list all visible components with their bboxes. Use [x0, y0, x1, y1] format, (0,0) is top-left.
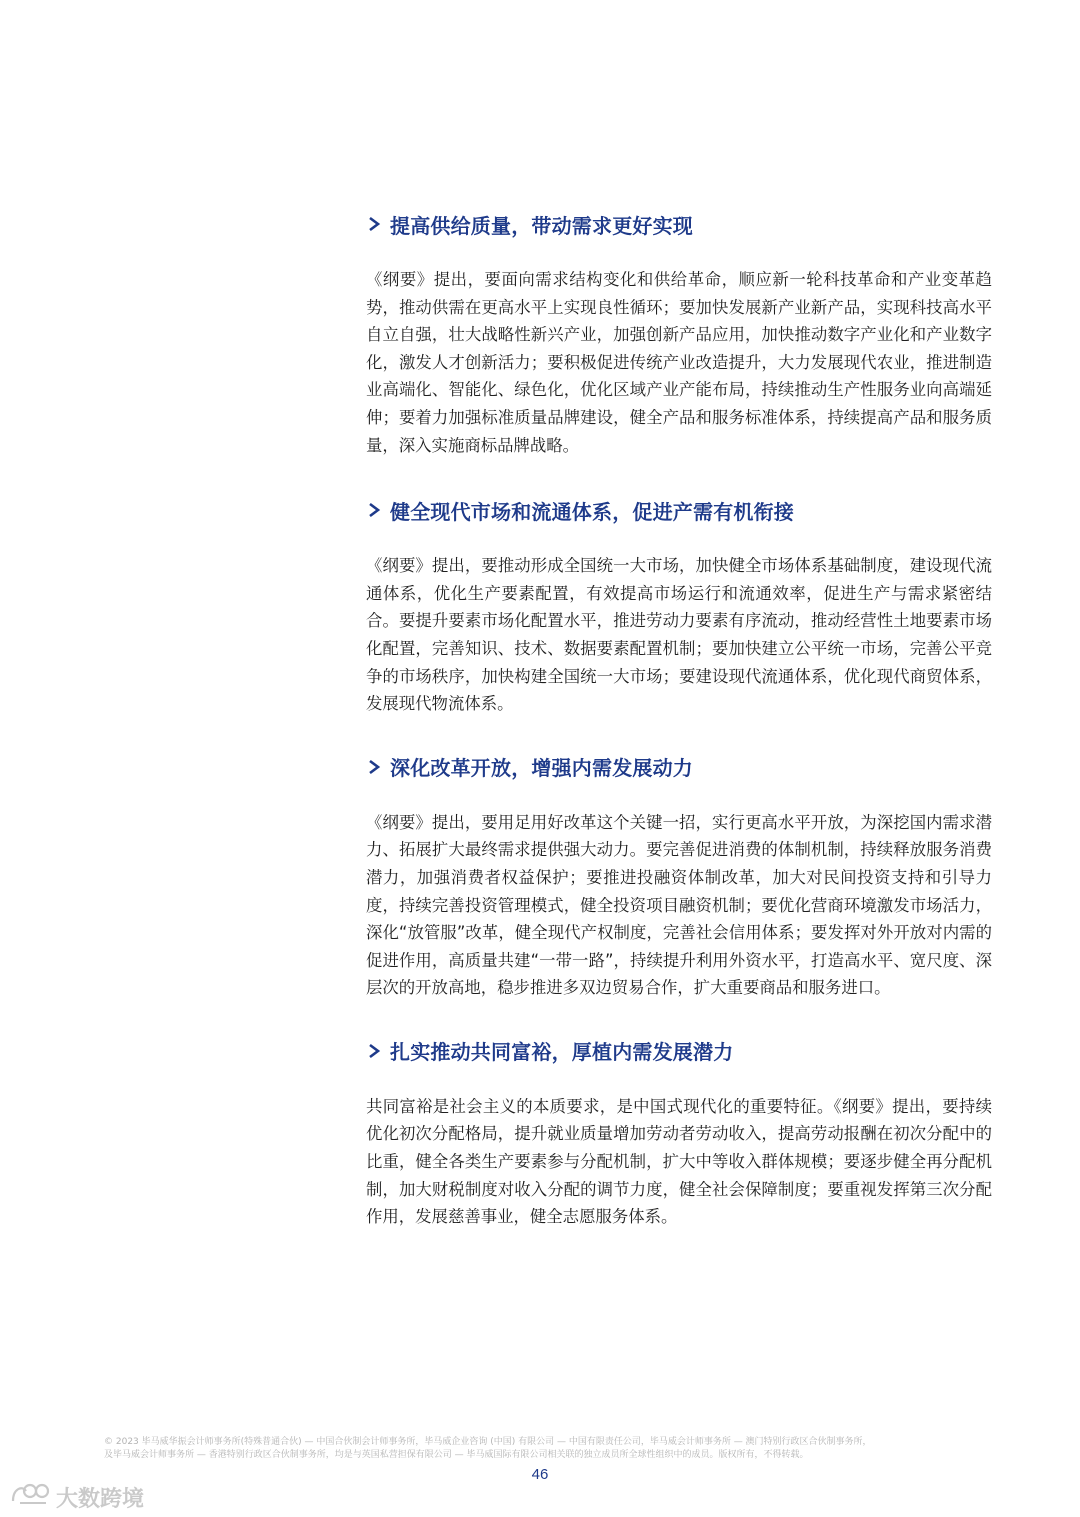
- section-supply-quality: [366, 206, 992, 459]
- section-heading: [366, 492, 992, 528]
- section-heading: [366, 206, 992, 242]
- section-common-prosperity: [366, 1033, 992, 1231]
- section-heading-text: 扎实推动共同富裕，厚植内需发展潜力: [390, 1040, 734, 1065]
- section-heading: [366, 749, 992, 785]
- section-body: 共同富裕是社会主义的本质要求，是中国式现代化的重要特征。《纲要》提出，要持续优化初次分配格局，提升就业质量增加劳动者劳动收入，提高劳动报酬在初次分配中的比重，健全各类生产要素参与分配机制，扩大中等收入群体规模；要逐步健全再分配机制，加大财税制度对收入分配的调节力度，健全社会保障制度；要重视发挥第三次分配作用，发展慈善事业，健全志愿服务体系。: [366, 1096, 992, 1227]
- footer-line: 及毕马威会计师事务所 — 香港特别行政区合伙制事务所，均是与英国私营担保有限公司 — 毕马威国际有限公司相关联的独立成员所全球性组织中的成员。版权所有，不得转载。: [104, 1450, 809, 1460]
- arrow-right-icon: [366, 759, 382, 775]
- section-heading-text: 提高供给质量，带动需求更好实现: [390, 213, 693, 238]
- section-reform-opening: [366, 749, 992, 1002]
- watermark: [10, 1481, 144, 1513]
- watermark-text: 大数跨境: [56, 1486, 145, 1512]
- section-heading: [366, 1033, 992, 1069]
- section-heading-text: 深化改革开放，增强内需发展动力: [390, 756, 693, 781]
- section-heading-text: 健全现代市场和流通体系，促进产需有机衔接: [390, 499, 794, 524]
- arrow-right-icon: [366, 216, 382, 232]
- arrow-right-icon: [366, 502, 382, 518]
- footer-line: © 2023 毕马威华振会计师事务所(特殊普通合伙) — 中国合伙制会计师事务所，毕马威企业咨询 (中国) 有限公司 — 中国有限责任公司，毕马威会计师事务所 — 澳门特别行政区合伙制事务所，: [104, 1437, 872, 1447]
- section-body: 《纲要》提出，要面向需求结构变化和供给革命，顺应新一轮科技革命和产业变革趋势，推动供需在更高水平上实现良性循环；要加快发展新产业新产品，实现科技高水平自立自强，壮大战略性新兴产业，加强创新产品应用，加快推动数字产业化和产业数字化，激发人才创新活力；要积极促进传统产业改造提升，大力发展现代农业，推进制造业高端化、智能化、绿色化，优化区域产业产能布局，持续推动生产性服务业向高端延伸；要着力加强标准质量品牌建设，健全产品和服务标准体系，持续提高产品和服务质量，深入实施商标品牌战略。: [366, 270, 992, 455]
- page-number: 46: [531, 1466, 549, 1483]
- copyright-footer: [104, 1436, 984, 1462]
- brand-logo-icon: [10, 1481, 50, 1513]
- section-body: 《纲要》提出，要用足用好改革这个关键一招，实行更高水平开放，为深挖国内需求潜力、拓展扩大最终需求提供强大动力。要完善促进消费的体制机制，持续释放服务消费潜力，加强消费者权益保护；要推进投融资体制改革，加大对民间投资支持和引导力度，持续完善投资管理模式，健全投资项目融资机制；要优化营商环境激发市场活力，深化“放管服”改革，健全现代产权制度，完善社会信用体系；要发挥对外开放对内需的促进作用，高质量共建“一带一路”，持续提升利用外资水平，打造高水平、宽尺度、深层次的开放高地，稳步推进多双边贸易合作，扩大重要商品和服务进口。: [366, 812, 992, 998]
- main-content: [366, 206, 992, 1231]
- arrow-right-icon: [366, 1043, 382, 1059]
- section-body: 《纲要》提出，要推动形成全国统一大市场，加快健全市场体系基础制度，建设现代流通体系，优化生产要素配置，有效提高市场运行和流通效率，促进生产与需求紧密结合。要提升要素市场化配置水平，推进劳动力要素有序流动，推动经营性土地要素市场化配置，完善知识、技术、数据要素配置机制；要加快建立公平统一市场，完善公平竞争的市场秩序，加快构建全国统一大市场；要建设现代流通体系，优化现代商贸体系，发展现代物流体系。: [366, 556, 992, 714]
- section-market-circulation: [366, 492, 992, 718]
